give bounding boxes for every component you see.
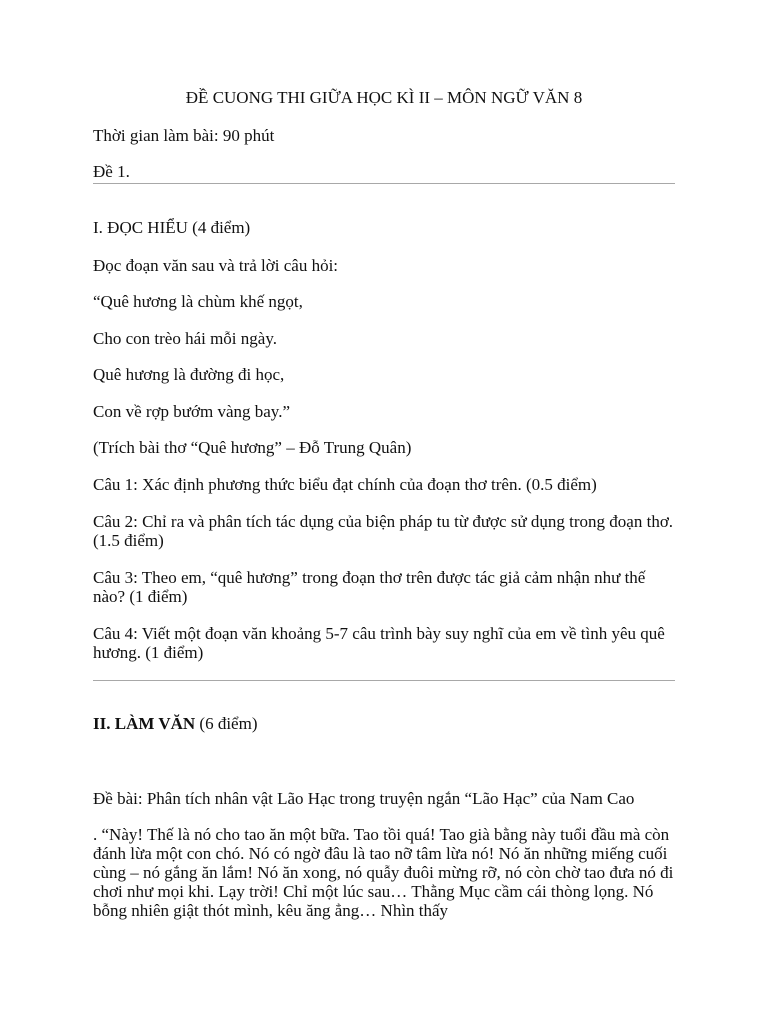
poem-line-1: “Quê hương là chùm khế ngọt,: [93, 292, 303, 311]
poem-source: (Trích bài thơ “Quê hương” – Đỗ Trung Quân): [93, 438, 412, 457]
divider-top: [93, 183, 675, 184]
question-3: Câu 3: Theo em, “quê hương” trong đoạn thơ trên được tác giả cảm nhận như thế nào? (1 điểm): [93, 568, 646, 606]
section2-heading-bold: II. LÀM VĂN: [93, 714, 196, 733]
section2-heading: [93, 714, 675, 733]
section2-heading-points: (6 điểm): [195, 714, 258, 733]
document-title: ĐỀ CUONG THI GIỮA HỌC KÌ II – MÔN NGỮ VĂN 8: [185, 88, 583, 107]
question-1: Câu 1: Xác định phương thức biểu đạt chính của đoạn thơ trên. (0.5 điểm): [93, 475, 597, 494]
section2-prompt: Đề bài: Phân tích nhân vật Lão Hạc trong truyện ngắn “Lão Hạc” của Nam Cao: [93, 789, 635, 808]
exam-time: Thời gian làm bài: 90 phút: [93, 126, 275, 145]
question-2: Câu 2: Chỉ ra và phân tích tác dụng của biện pháp tu từ được sử dụng trong đoạn thơ. (1.5 điểm): [93, 512, 674, 550]
section1-instruction: Đọc đoạn văn sau và trả lời câu hỏi:: [93, 256, 339, 275]
section2-excerpt: . “Này! Thế là nó cho tao ăn một bữa. Tao tồi quá! Tao già bằng này tuổi đầu mà còn đánh lừa một con chó. Nó có ngờ đâu là tao nỡ tâm lừa nó! Nó ăn những miếng cuối cùng – nó gắng ăn lắm! Nó ăn xong, nó quẫy đuôi mừng rỡ, nó còn chờ tao đưa nó đi chơi như mọi khi. Lạy trời! Chỉ một lúc sau… Thằng Mục cầm cái thòng lọng. Nó bỗng nhiên giật thót mình, kêu ăng ẳng… Nhìn thấy: [93, 825, 674, 920]
poem-line-2: Cho con trèo hái mỗi ngày.: [93, 329, 277, 348]
divider-bottom: [93, 680, 675, 681]
exam-label: Đề 1.: [93, 162, 130, 181]
question-4: Câu 4: Viết một đoạn văn khoảng 5-7 câu trình bày suy nghĩ của em về tình yêu quê hương. (1 điểm): [93, 624, 665, 662]
poem-line-3: Quê hương là đường đi học,: [93, 365, 285, 384]
section1-heading: I. ĐỌC HIỂU (4 điểm): [93, 218, 251, 237]
poem-line-4: Con về rợp bướm vàng bay.”: [93, 402, 290, 421]
